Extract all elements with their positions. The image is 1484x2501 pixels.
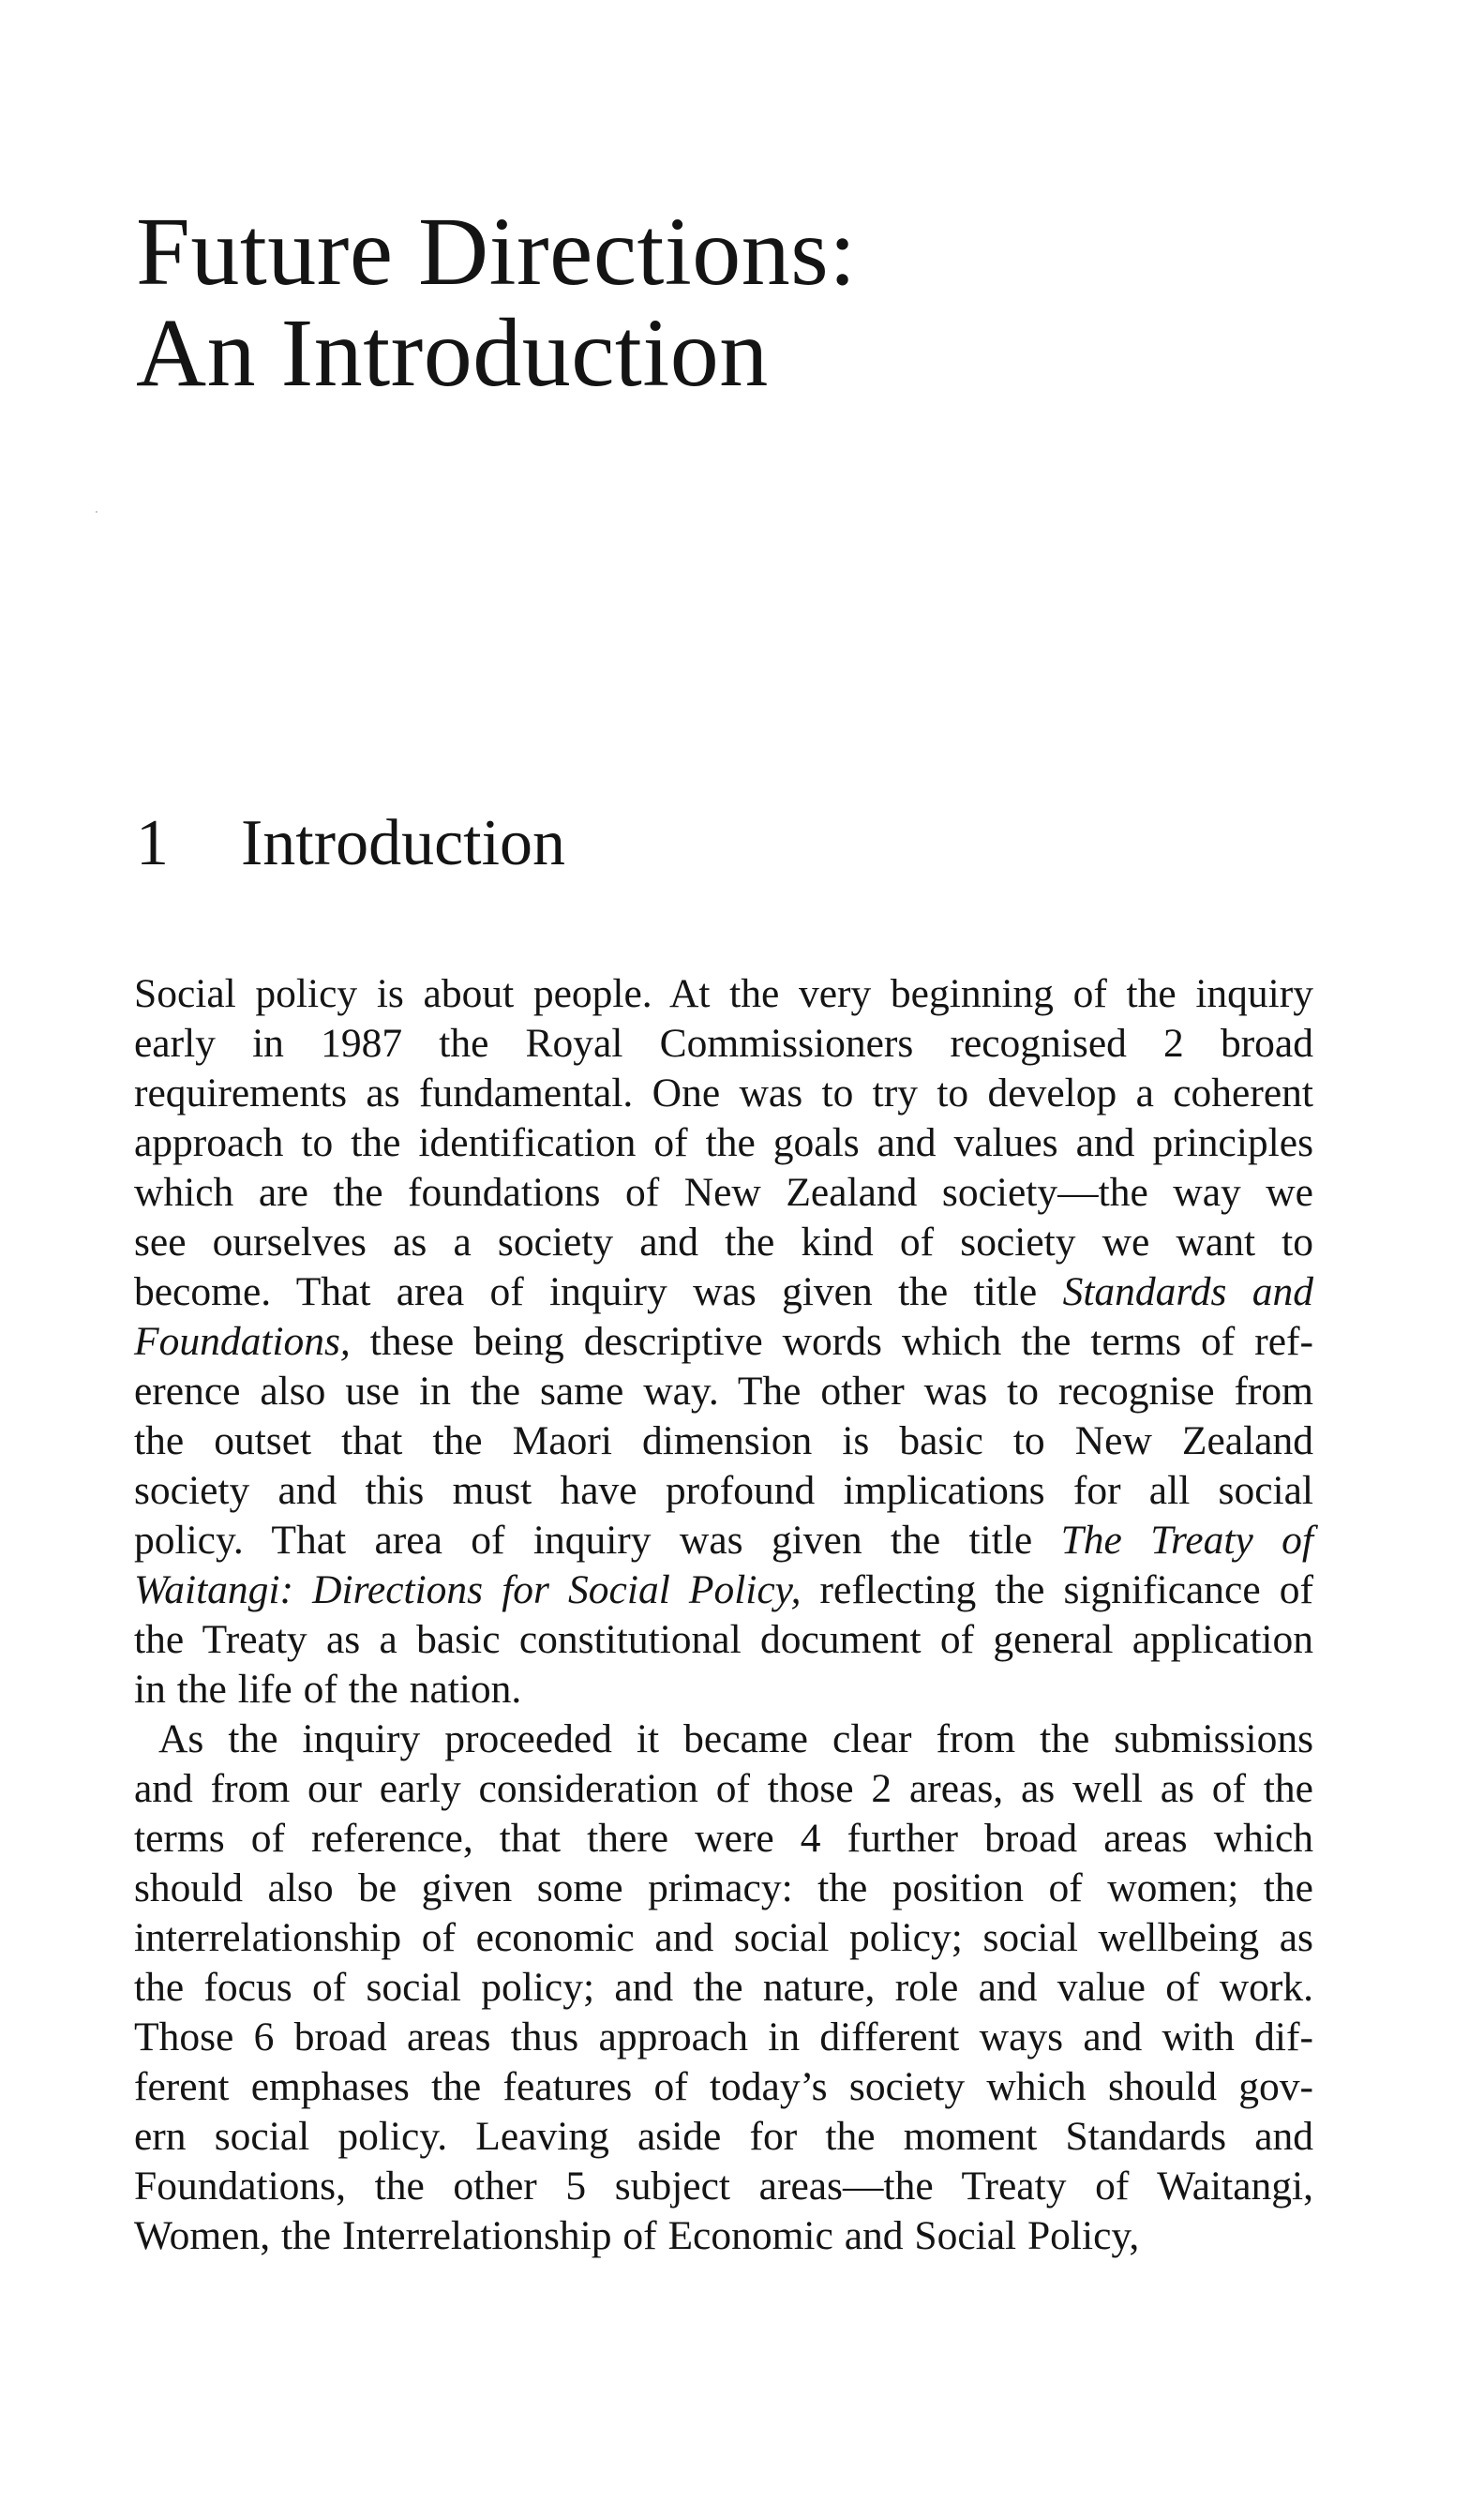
text-line <box>134 1764 1313 1814</box>
text-run: Social policy is about people. At the very beginning of the inquiry <box>134 971 1313 1016</box>
text-line <box>134 1069 1313 1118</box>
text-run: As the inquiry proceeded it became clear from the submissions <box>158 1716 1313 1761</box>
italic-text: Foundations, <box>134 1319 351 1364</box>
text-run: Foundations, the other 5 subject areas—the Treaty of Waitangi, <box>134 2164 1313 2209</box>
section-number: 1 <box>136 807 169 879</box>
text-line <box>134 1267 1313 1317</box>
text-run: policy. That area of inquiry was given the title <box>134 1518 1061 1563</box>
text-run: and from our early consideration of those 2 areas, as well as of the <box>134 1766 1313 1811</box>
text-line <box>134 2112 1313 2162</box>
text-line <box>134 1516 1313 1565</box>
chapter-title <box>136 198 857 407</box>
text-line <box>134 1367 1313 1416</box>
text-line <box>134 2211 1313 2261</box>
section-heading <box>136 806 565 881</box>
text-line <box>134 1118 1313 1168</box>
text-line <box>134 2162 1313 2211</box>
text-line <box>134 1963 1313 2013</box>
text-run: these being descriptive words which the terms of ref- <box>350 1319 1313 1364</box>
text-line <box>134 969 1313 1019</box>
text-line <box>134 1665 1313 1715</box>
text-line <box>134 1615 1313 1665</box>
body-text <box>134 969 1313 2261</box>
text-line <box>134 1864 1313 1913</box>
italic-text: Waitangi: Directions for Social Policy, <box>134 1567 802 1612</box>
text-line <box>134 2062 1313 2112</box>
text-run: terms of reference, that there were 4 further broad areas which <box>134 1816 1313 1861</box>
text-line <box>134 1466 1313 1516</box>
text-run: which are the foundations of New Zealand society—the way we <box>134 1170 1313 1215</box>
text-line <box>134 1218 1313 1267</box>
text-run: erence also use in the same way. The other was to recognise from <box>134 1369 1313 1414</box>
text-run: Those 6 broad areas thus approach in different ways and with dif- <box>134 2014 1313 2059</box>
text-line <box>134 2013 1313 2062</box>
text-line <box>134 1913 1313 1963</box>
text-run: ern social policy. Leaving aside for the moment Standards and <box>134 2114 1313 2159</box>
text-run: society and this must have profound implications for all social <box>134 1468 1313 1513</box>
text-run: reflecting the significance of <box>801 1567 1313 1612</box>
text-line <box>134 1715 1313 1764</box>
text-run: interrelationship of economic and social policy; social wellbeing as <box>134 1915 1313 1960</box>
scan-speck <box>96 511 97 513</box>
text-run: early in 1987 the Royal Commissioners recognised 2 broad <box>134 1021 1313 1066</box>
text-line <box>134 1317 1313 1367</box>
text-run: in the life of the nation. <box>134 1667 522 1712</box>
italic-text: Standards and <box>1062 1269 1313 1314</box>
text-line <box>134 1416 1313 1466</box>
text-line <box>134 1814 1313 1864</box>
text-line <box>134 1565 1313 1615</box>
text-run: Women, the Interrelationship of Economic and Social Policy, <box>134 2213 1140 2258</box>
text-line <box>134 1019 1313 1069</box>
chapter-title-line: An Introduction <box>136 299 769 407</box>
text-run: become. That area of inquiry was given the title <box>134 1269 1063 1314</box>
text-run: the Treaty as a basic constitutional document of general application <box>134 1617 1313 1662</box>
text-run: see ourselves as a society and the kind of society we want to <box>134 1220 1313 1265</box>
text-run: requirements as fundamental. One was to try to develop a coherent <box>134 1071 1313 1116</box>
text-run: approach to the identification of the goals and values and principles <box>134 1120 1313 1165</box>
text-run: should also be given some primacy: the position of women; the <box>134 1865 1313 1910</box>
italic-text: The Treaty of <box>1060 1518 1313 1563</box>
text-line <box>134 1168 1313 1218</box>
text-run: the outset that the Maori dimension is basic to New Zealand <box>134 1418 1313 1463</box>
text-run: the focus of social policy; and the nature, role and value of work. <box>134 1965 1313 2010</box>
section-title: Introduction <box>241 807 566 879</box>
chapter-title-line: Future Directions: <box>136 198 857 306</box>
text-run: ferent emphases the features of today’s society which should gov- <box>134 2064 1313 2109</box>
